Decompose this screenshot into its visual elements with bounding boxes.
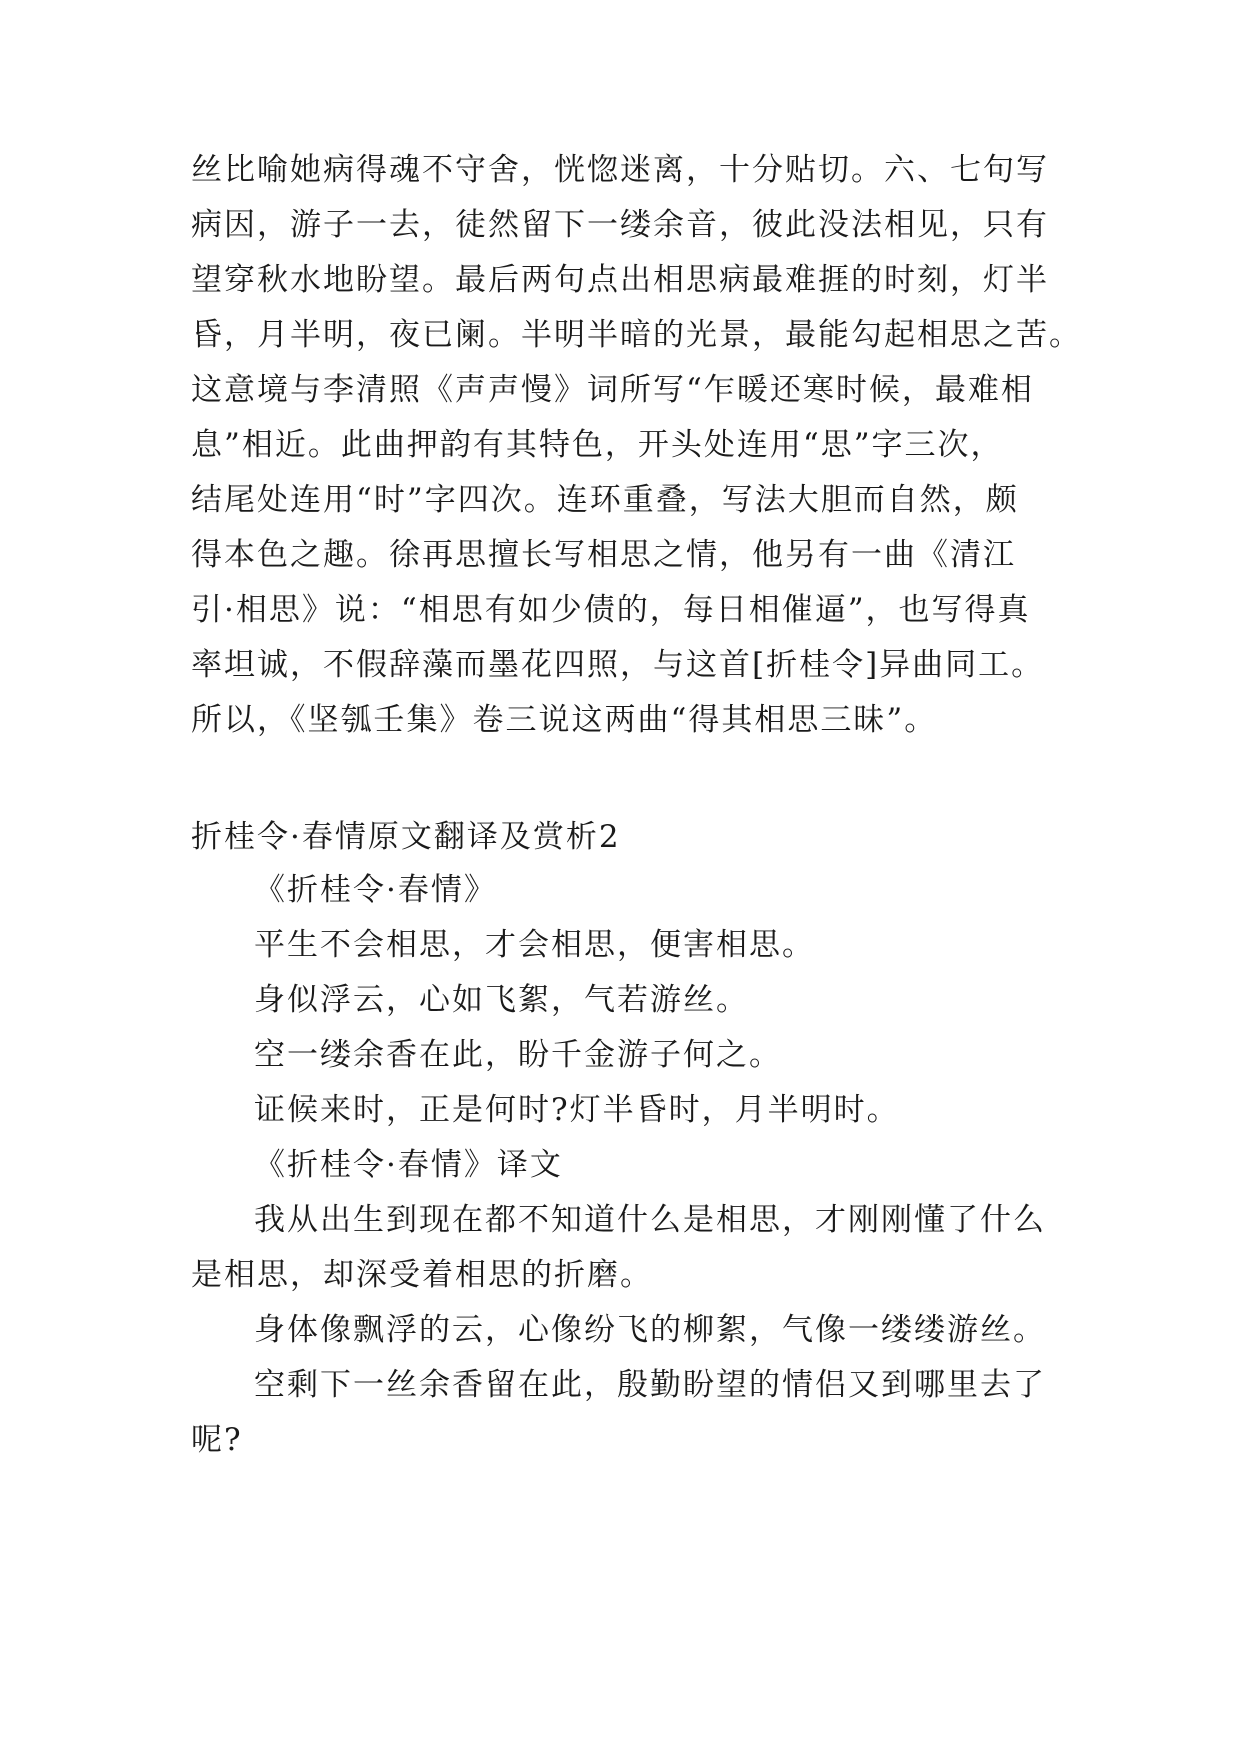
paragraph-line: 得本色之趣。徐再思擅长写相思之情，他另有一曲《清江 xyxy=(191,537,1016,573)
translation-title: 《折桂令·春情》译文 xyxy=(254,1147,563,1183)
paragraph-line: 结尾处连用“时”字四次。连环重叠，写法大胆而自然，颇 xyxy=(191,482,1019,518)
translation-line: 身体像飘浮的云，心像纷飞的柳絮，气像一缕缕游丝。 xyxy=(254,1312,1046,1348)
translation-line: 是相思，却深受着相思的折磨。 xyxy=(191,1257,653,1293)
poem-title: 《折桂令·春情》 xyxy=(254,872,497,908)
paragraph-line: 息”相近。此曲押韵有其特色，开头处连用“思”字三次， xyxy=(191,427,1004,463)
poem-line: 空一缕余香在此，盼千金游子何之。 xyxy=(254,1037,782,1073)
paragraph-line: 病因，游子一去，徒然留下一缕余音，彼此没法相见，只有 xyxy=(191,207,1049,243)
paragraph-line: 昏，月半明，夜已阑。半明半暗的光景，最能勾起相思之苦。 xyxy=(191,317,1082,353)
paragraph-line: 这意境与李清照《声声慢》词所写“乍暖还寒时候，最难相 xyxy=(191,372,1034,408)
paragraph-line: 引·相思》说：“相思有如少债的，每日相催逼”，也写得真 xyxy=(191,592,1031,628)
translation-line: 呢? xyxy=(191,1422,243,1458)
section-heading: 折桂令·春情原文翻译及赏析2 xyxy=(191,819,621,855)
paragraph-line: 所以，《坚瓠壬集》卷三说这两曲“得其相思三昧”。 xyxy=(191,702,938,738)
translation-line: 我从出生到现在都不知道什么是相思，才刚刚懂了什么 xyxy=(254,1202,1046,1238)
paragraph-line: 率坦诚，不假辞藻而墨花四照，与这首[折桂令]异曲同工。 xyxy=(191,647,1045,683)
paragraph-line: 丝比喻她病得魂不守舍，恍惚迷离，十分贴切。六、七句写 xyxy=(191,152,1049,188)
translation-line: 空剩下一丝余香留在此，殷勤盼望的情侣又到哪里去了 xyxy=(254,1367,1046,1403)
paragraph-line: 望穿秋水地盼望。最后两句点出相思病最难捱的时刻，灯半 xyxy=(191,262,1049,298)
poem-line: 证候来时，正是何时?灯半昏时，月半明时。 xyxy=(254,1092,900,1128)
poem-line: 身似浮云，心如飞絮，气若游丝。 xyxy=(254,982,749,1018)
poem-line: 平生不会相思，才会相思，便害相思。 xyxy=(254,927,815,963)
